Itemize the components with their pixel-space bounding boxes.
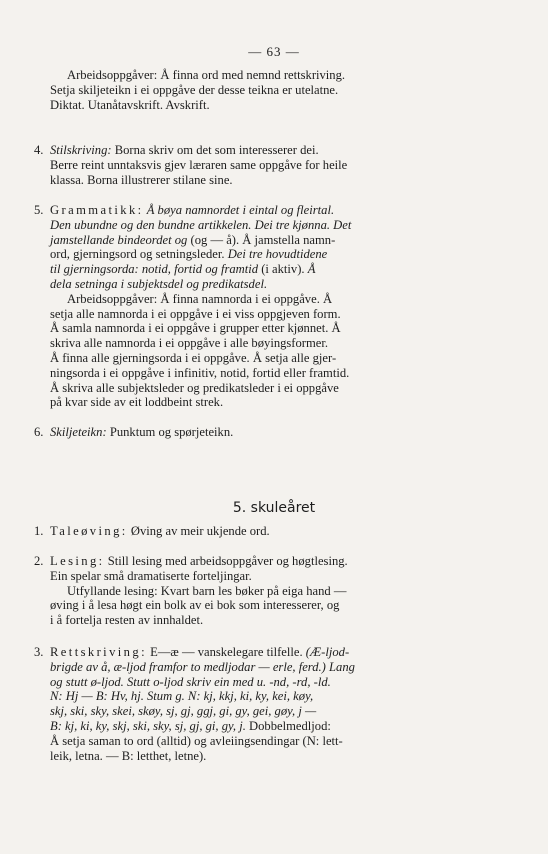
item-term: Stilskriving: [50, 143, 112, 157]
section-heading: 5. skuleåret [232, 500, 316, 516]
text-line: (Æ-ljod- [305, 645, 350, 659]
item-term: Skiljeteikn: [50, 425, 107, 439]
text-line: B: kj, ki, ky, skj, ski, sky, sj, gj, gi, gy, j. [50, 718, 246, 733]
text-line: og stutt ø-ljod. Stutt o-ljod skriv ein med u. -nd, -rd, -ld. [50, 674, 331, 689]
text-line: Punktum og spørjeteikn. [109, 425, 234, 439]
text-line: Å samla namnorda i ei oppgåve i grupper etter kjønnet. Å [50, 321, 341, 336]
text-line: Berre reint unntaksvis gjev læraren same oppgåve for heile [50, 157, 348, 172]
text-line: i å fortelja resten av innhaldet. [50, 613, 204, 628]
text-line: E—æ — vanskelegare tilfelle. [150, 645, 303, 659]
item-term: Taleøving: [50, 524, 128, 538]
text-line: skriva alle namnorda i ei oppgåve i alle bøyingsformer. [50, 336, 329, 351]
text-line: Å finna alle gjerningsorda i ei oppgåve. Å setja alle gjer- [50, 350, 337, 365]
item-6 [34, 425, 458, 440]
item-number: 2. [34, 554, 44, 568]
item-number: 3. [34, 645, 44, 659]
item-term: Grammatikk: [50, 203, 144, 217]
item-4 [34, 143, 458, 187]
page-number: — 63 — [248, 44, 300, 59]
text-line: klassa. Borna illustrerer stilane sine. [50, 172, 233, 187]
item-number: 5. [34, 203, 44, 217]
text-line: ord, gjerningsord og setningsleder. [50, 247, 225, 262]
text-line: Dei tre hovudtidene [227, 247, 328, 262]
text-line: dela setninga i subjektsdel og predikatsdel. [50, 276, 268, 291]
text-line: N: Hj — B: Hv, hj. Stum g. N: kj, kkj, ki, ky, kei, køy, [50, 689, 314, 704]
text-line: øving i å lesa høgt ein bolk av ei bok som interesserer, og [50, 598, 340, 613]
text-line: Borna skriv om det som interesserer dei. [114, 143, 319, 157]
text-line: ningsorda i ei oppgåve i infinitiv, notid, fortid eller framtid. [50, 365, 350, 380]
text-line: Dobbelmedljod: [249, 718, 331, 733]
text-line: Å skriva alle subjektsleder og predikatsleder i ei oppgåve [50, 380, 339, 395]
item-number: 1. [34, 524, 44, 538]
item-term: Rettskriving: [50, 645, 147, 659]
text-line: Øving av meir ukjende ord. [130, 524, 270, 538]
text-line: brigde av å, æ-ljod framfor to medljodar — erle, ferd.) Lang [50, 659, 355, 674]
item-number: 4. [34, 143, 44, 157]
text-line: (og — å). Å jamstella namn- [190, 232, 336, 247]
text-line: (i aktiv). [261, 262, 305, 277]
text-line: Arbeidsoppgåver: Å finna ord med nemnd rettskriving. [67, 68, 346, 82]
text-line: Still lesing med arbeidsoppgåver og høgtlesing. [107, 554, 348, 568]
text-line: skj, ski, sky, skei, skøy, sj, gj, ggj, gi, gy, gei, gøy, j — [50, 704, 317, 719]
section-item-1 [34, 524, 458, 539]
text-line: setja alle namnorda i ei oppgåve i ei viss oppgjeven form. [50, 306, 341, 321]
text-line: Å [307, 262, 316, 277]
text-line: Ein spelar små dramatiserte forteljingar. [50, 568, 252, 583]
text-line: Å setja saman to ord (alltid) og avleiingsendingar (N: lett- [50, 733, 343, 748]
text-line: Å bøya namnordet i eintal og fleirtal. [146, 203, 335, 217]
item-5 [34, 203, 458, 410]
text-line: Diktat. Utanåtavskrift. Avskrift. [50, 97, 210, 112]
text-line: Den ubundne og den bundne artikkelen. Dei tre kjønna. Det [50, 217, 352, 232]
item-term: Lesing: [50, 554, 105, 568]
text-line: leik, letna. — B: letthet, letne). [50, 748, 207, 763]
text-line: Utfyllande lesing: Kvart barn les bøker på eiga hand — [67, 583, 347, 598]
text-line: til gjerningsorda: notid, fortid og framtid [50, 262, 259, 277]
text-line: jamstellande bindeordet og [50, 232, 188, 247]
text-line: Arbeidsoppgåver: Å finna namnorda i ei oppgåve. Å [67, 291, 333, 306]
intro-paragraph [50, 68, 458, 112]
section-item-2 [34, 554, 458, 628]
text-line: på kvar side av eit loddbeint strek. [50, 395, 224, 410]
item-number: 6. [34, 425, 44, 439]
section-item-3 [34, 645, 458, 763]
text-line: Setja skiljeteikn i ei oppgåve der desse teikna er utelatne. [50, 82, 339, 97]
